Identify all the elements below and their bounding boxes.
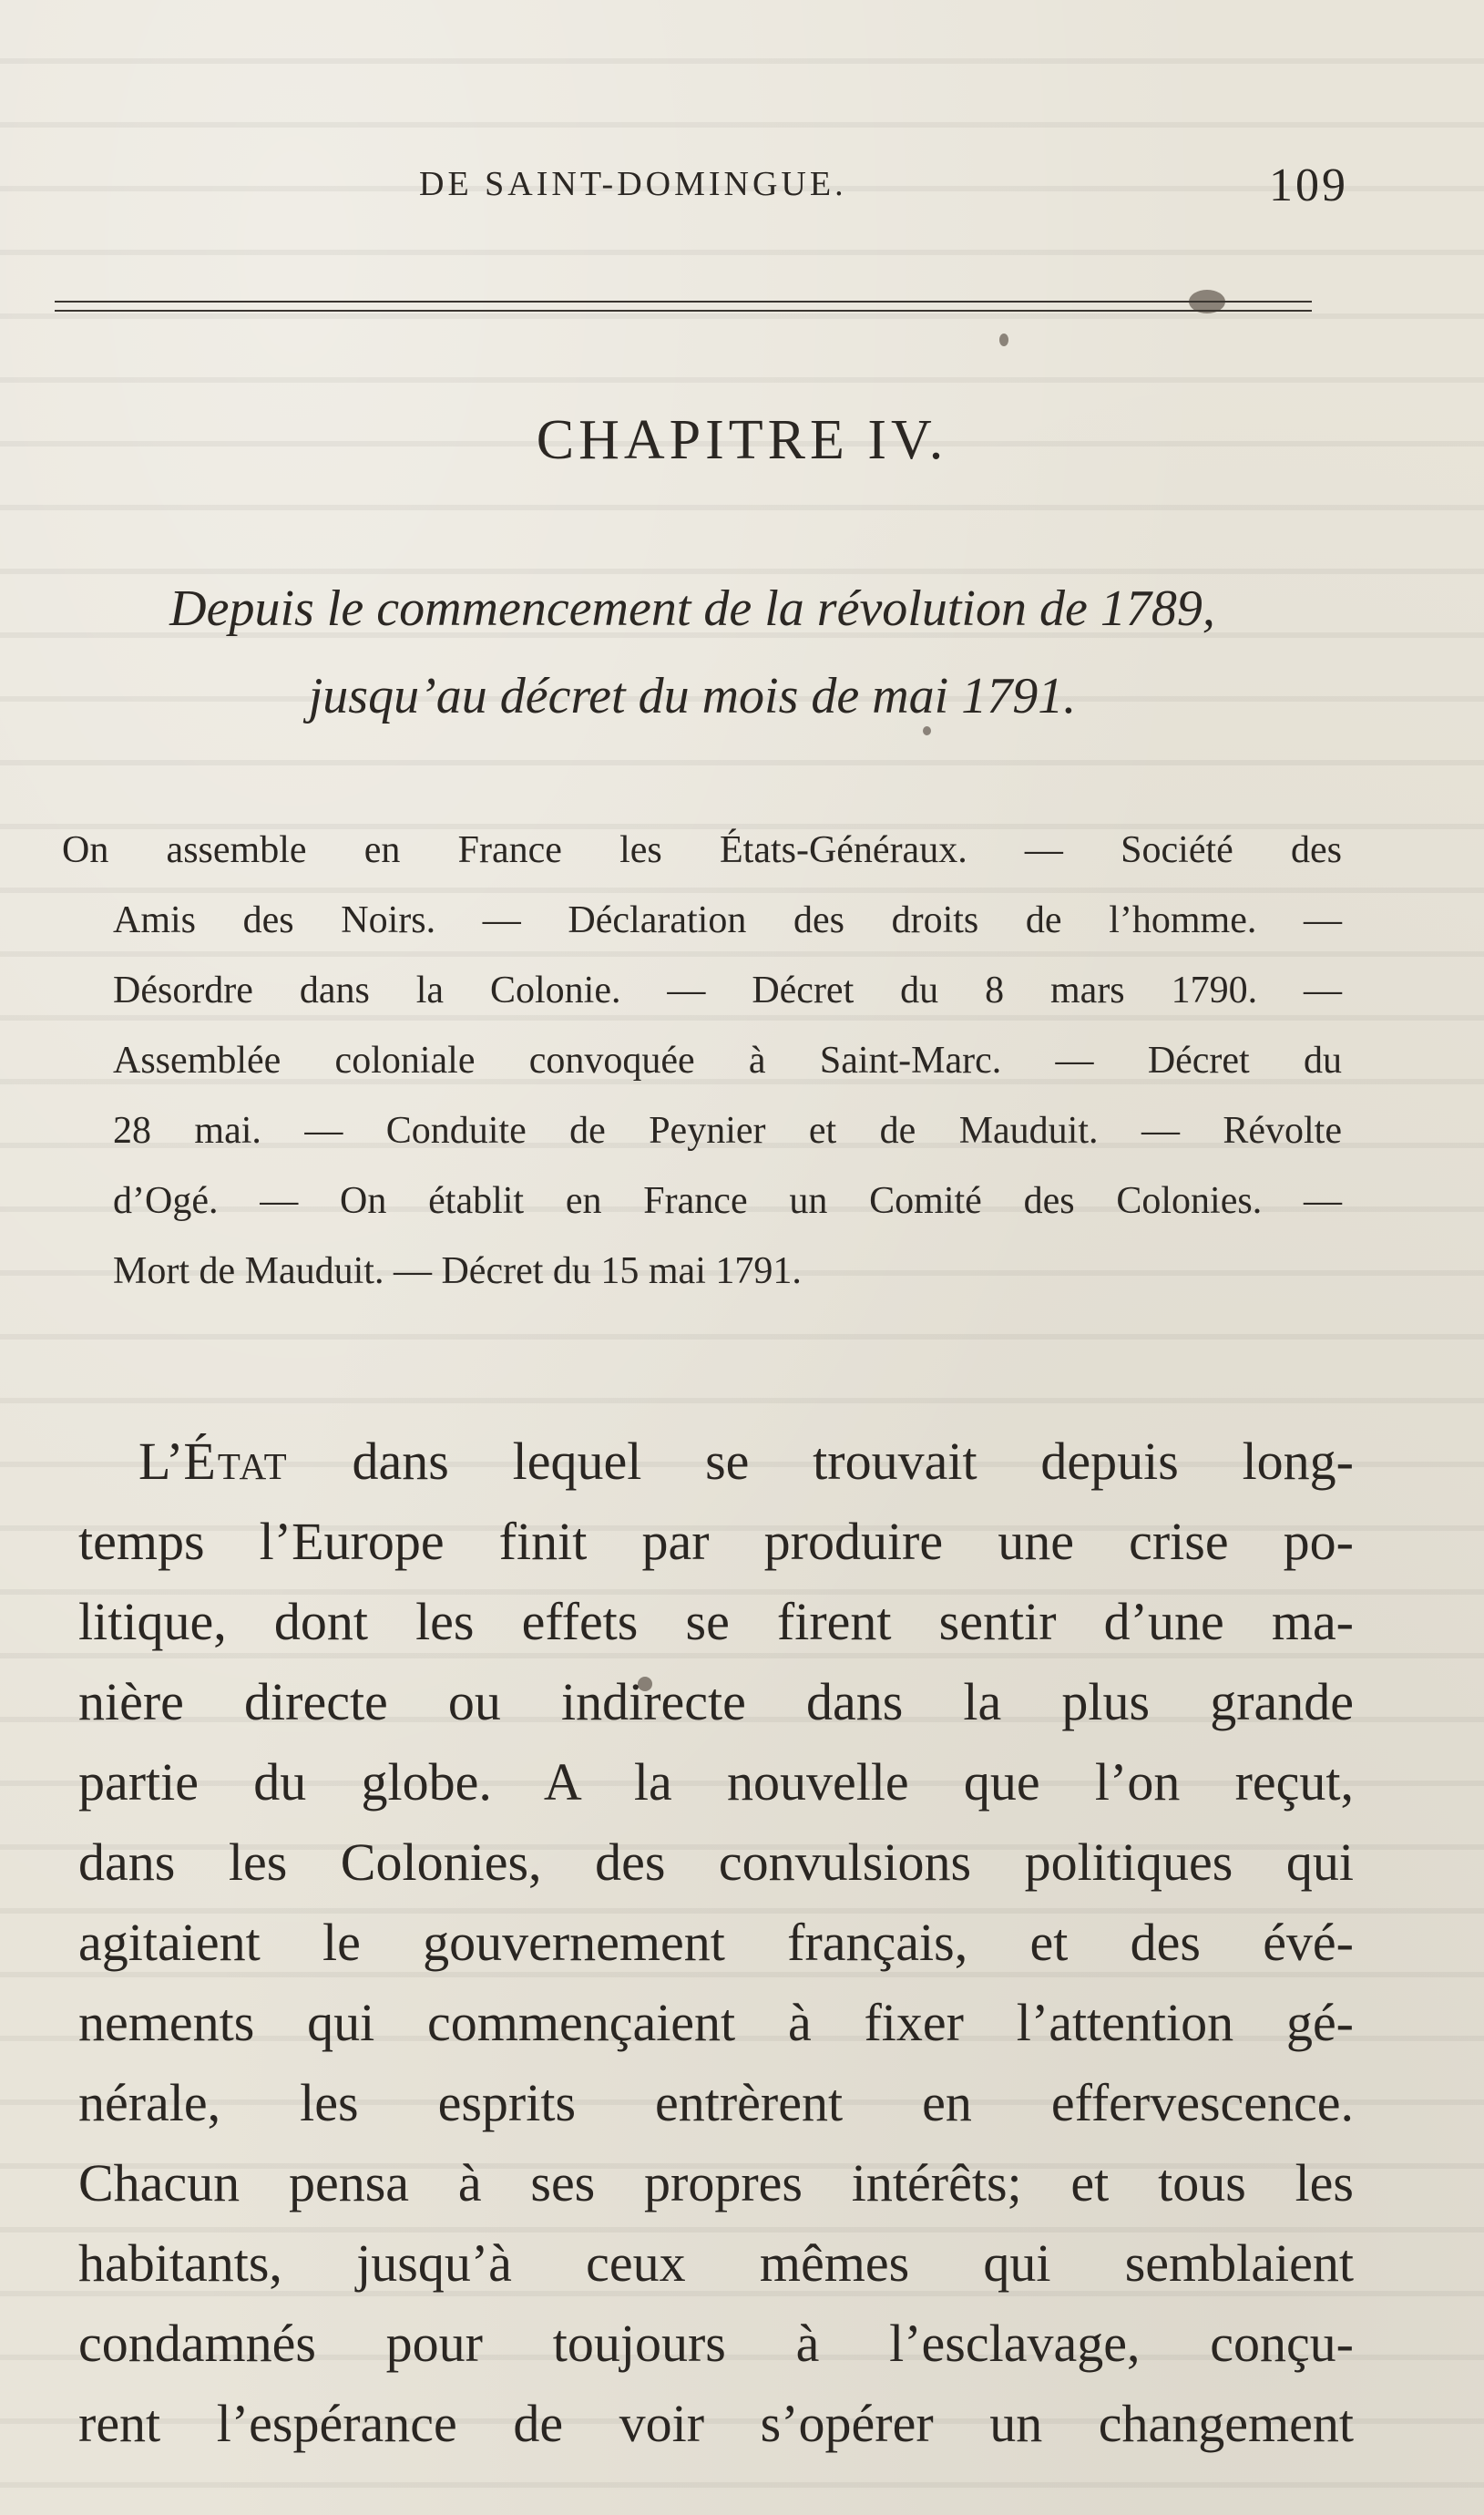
body-line: nérale, les esprits entrèrent en effervescence. xyxy=(78,2073,1354,2132)
body-line: rent l’espérance de voir s’opérer un changement xyxy=(78,2394,1354,2453)
chapter-subtitle xyxy=(36,565,1348,740)
foxing-spot xyxy=(999,334,1008,346)
body-line-first xyxy=(78,1422,1354,1502)
drop-initial: L’ xyxy=(138,1432,184,1491)
body-line: condamnés pour toujours à l’esclavage, conçu- xyxy=(78,2314,1354,2373)
opening-word-smallcaps: État xyxy=(183,1432,289,1491)
summary-line: Assemblée coloniale convoquée à Saint-Marc. — Décret du xyxy=(113,1040,1342,1082)
body-line: agitaient le gouvernement français, et des évé- xyxy=(78,1913,1354,1972)
summary-line: Amis des Noirs. — Déclaration des droits de l’homme. — xyxy=(113,899,1342,941)
page-number: 109 xyxy=(1269,159,1348,211)
subtitle-line: Depuis le commencement de la révolution de 1789, xyxy=(169,580,1215,637)
summary-line: Mort de Mauduit. — Décret du 15 mai 1791. xyxy=(113,1250,802,1292)
summary-line: d’Ogé. — On établit en France un Comité des Colonies. — xyxy=(113,1180,1342,1222)
running-head xyxy=(55,159,1348,219)
summary-line: On assemble en France les États-Généraux. — Société des xyxy=(62,829,1342,871)
body-line: temps l’Europe finit par produire une crise po- xyxy=(78,1512,1354,1571)
body-line: partie du globe. A la nouvelle que l’on reçut, xyxy=(78,1752,1354,1812)
body-line: litique, dont les effets se firent sentir d’une ma- xyxy=(78,1592,1354,1651)
chapter-summary xyxy=(62,816,1342,1307)
summary-line: Désordre dans la Colonie. — Décret du 8 mars 1790. — xyxy=(113,970,1342,1011)
chapter-title: CHAPITRE IV. xyxy=(536,409,948,471)
body-line: nière directe ou indirecte dans la plus grande xyxy=(78,1672,1354,1731)
body-line: nements qui commençaient à fixer l’attention gé- xyxy=(78,1993,1354,2052)
body-line: Chacun pensa à ses propres intérêts; et tous les xyxy=(78,2153,1354,2212)
summary-line: 28 mai. — Conduite de Peynier et de Mauduit. — Révolte xyxy=(113,1110,1342,1152)
subtitle-line: jusqu’au décret du mois de mai 1791. xyxy=(308,668,1077,724)
body-line-first-rest: dans lequel se trouvait depuis long- xyxy=(352,1432,1354,1491)
body-paragraph xyxy=(78,1422,1354,2464)
body-line: dans les Colonies, des convulsions politiques qui xyxy=(78,1832,1354,1892)
body-line: habitants, jusqu’à ceux mêmes qui semblaient xyxy=(78,2233,1354,2293)
running-head-title: DE SAINT-DOMINGUE. xyxy=(419,165,847,203)
header-rule xyxy=(55,301,1312,312)
